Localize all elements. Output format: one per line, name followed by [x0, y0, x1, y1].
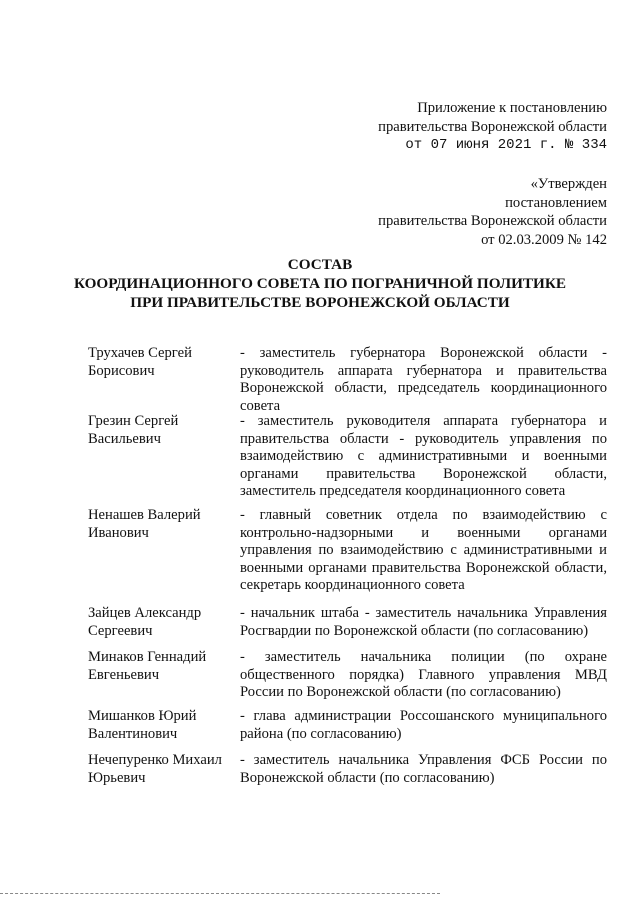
- member-surname-first: Мишанков Юрий: [88, 708, 197, 724]
- member-row: [88, 413, 608, 507]
- member-row: [88, 649, 608, 708]
- member-patronymic: Васильевич: [88, 430, 161, 447]
- document-title: [0, 255, 640, 312]
- member-name: [88, 345, 240, 413]
- member-role: - начальник штаба - заместитель начальника Управления Росгвардии по Воронежской области (по согласованию): [240, 605, 607, 639]
- member-surname-first: Нечепуренко Михаил: [88, 752, 222, 768]
- member-row: [88, 507, 608, 605]
- appendix-line-2: правительства Воронежской области: [378, 118, 607, 135]
- member-role: - главный советник отдела по взаимодействию с контрольно-надзорными и военными органами управления по взаимодействию с административными и военными органами правительства Воронежской области, секретарь координационного совета: [240, 507, 607, 593]
- member-role: - заместитель начальника Управления ФСБ России по Воронежской области (по согласованию): [240, 752, 607, 786]
- member-row: [88, 708, 608, 752]
- appendix-line-3: от 07 июня 2021 г. № 334: [405, 137, 607, 153]
- approved-line-4: от 02.03.2009 № 142: [481, 231, 607, 248]
- member-surname-first: Минаков Геннадий: [88, 649, 207, 665]
- member-patronymic: Юрьевич: [88, 769, 146, 786]
- approval-stamp-block: [378, 175, 607, 249]
- member-patronymic: Борисович: [88, 362, 155, 379]
- member-role: - глава администрации Россошанского муниципального района (по согласованию): [240, 708, 607, 742]
- members-list: [88, 345, 608, 796]
- member-name: [88, 413, 240, 507]
- member-row: [88, 605, 608, 649]
- member-patronymic: Сергеевич: [88, 622, 153, 639]
- member-name: [88, 649, 240, 708]
- member-row: [88, 752, 608, 796]
- member-name: [88, 507, 240, 605]
- member-name: [88, 752, 240, 796]
- member-surname-first: Грезин Сергей: [88, 413, 179, 429]
- member-name: [88, 605, 240, 649]
- member-row: [88, 345, 608, 413]
- member-role: - заместитель губернатора Воронежской области - руководитель аппарата губернатора и правительства Воронежской области, председатель координационного совета: [240, 345, 607, 414]
- approved-line-3: правительства Воронежской области: [378, 213, 607, 229]
- member-role: - заместитель руководителя аппарата губернатора и правительства области - руководитель управления по взаимодействию с административными и военными органами правительства Воронежской области, заместитель председателя координационного совета: [240, 413, 607, 499]
- title-line-2: КООРДИНАЦИОННОГО СОВЕТА ПО ПОГРАНИЧНОЙ ПОЛИТИКЕ: [73, 275, 567, 292]
- member-patronymic: Валентинович: [88, 725, 178, 742]
- member-surname-first: Трухачев Сергей: [88, 345, 192, 361]
- member-patronymic: Иванович: [88, 524, 149, 541]
- appendix-block: [378, 99, 607, 155]
- member-surname-first: Ненашев Валерий: [88, 507, 201, 523]
- member-patronymic: Евгеньевич: [88, 666, 160, 683]
- approved-line-1: «Утвержден: [530, 176, 607, 192]
- appendix-line-1: Приложение к постановлению: [417, 100, 607, 116]
- member-role: - заместитель начальника полиции (по охране общественного порядка) Главного управления МВД России по Воронежской области (по согласованию): [240, 649, 607, 700]
- title-line-3: ПРИ ПРАВИТЕЛЬСТВЕ ВОРОНЕЖСКОЙ ОБЛАСТИ: [130, 294, 510, 311]
- approved-line-2: постановлением: [505, 194, 607, 211]
- member-surname-first: Зайцев Александр: [88, 605, 202, 621]
- scan-edge-line: [0, 893, 440, 894]
- member-name: [88, 708, 240, 752]
- title-line-1: СОСТАВ: [287, 256, 353, 273]
